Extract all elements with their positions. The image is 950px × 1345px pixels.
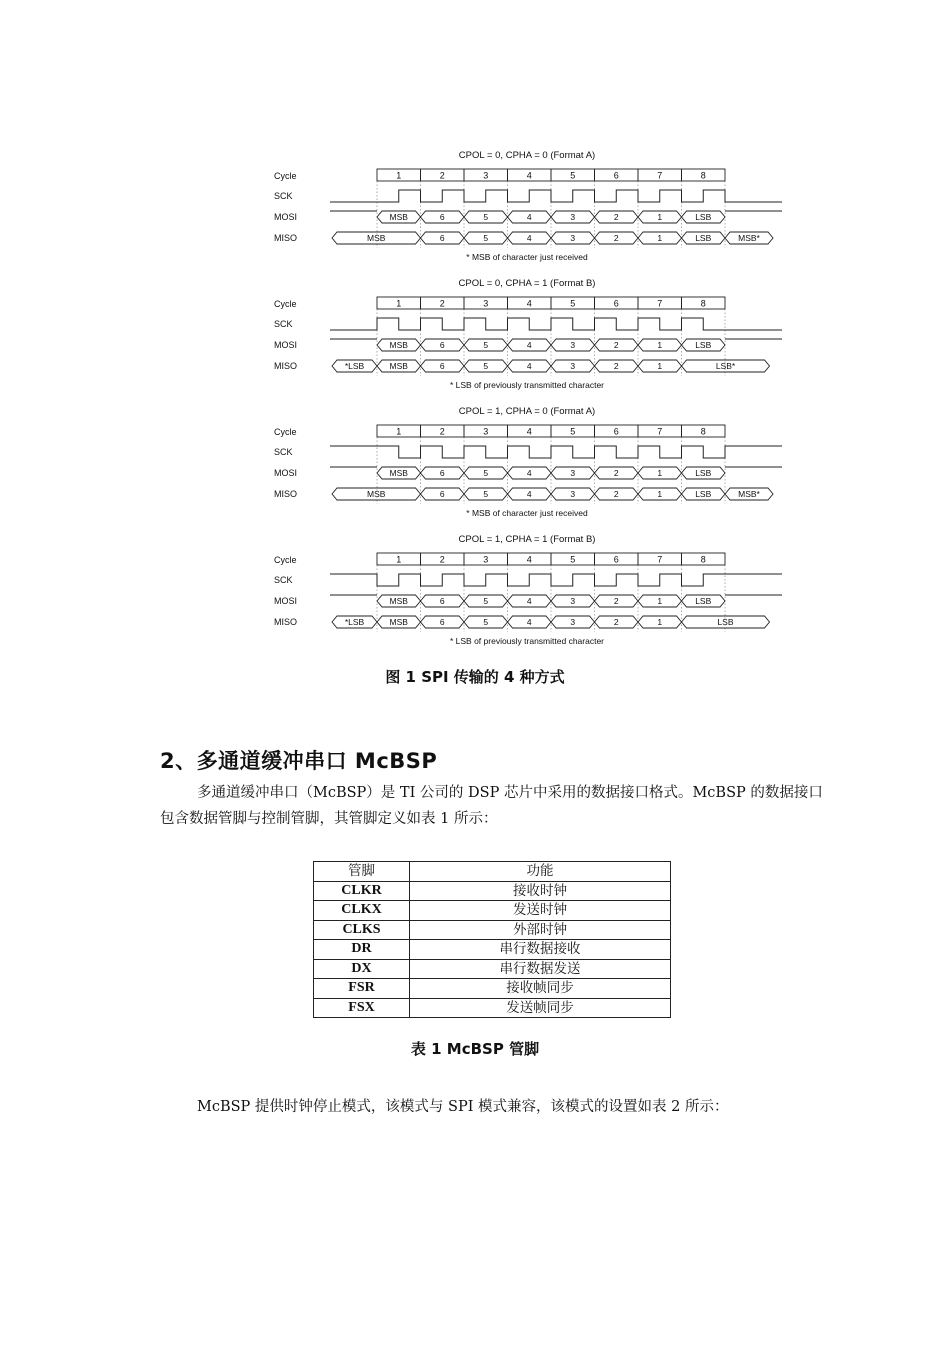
miso-label: 6 (439, 361, 445, 372)
mosi-label: 1 (657, 596, 663, 607)
cycle-number: 2 (439, 298, 445, 309)
miso-label: 3 (570, 489, 576, 500)
mosi-label: LSB (695, 468, 712, 479)
cycle-number: 3 (483, 554, 489, 565)
miso-label: 5 (483, 233, 489, 244)
miso-label: 5 (483, 489, 489, 500)
mosi-label: 2 (613, 468, 619, 479)
mosi-label: 2 (613, 596, 619, 607)
cycle-number: 7 (657, 298, 663, 309)
panel-title: CPOL = 1, CPHA = 0 (Format A) (458, 406, 596, 417)
cycle-number: 8 (700, 554, 706, 565)
miso-label: 1 (657, 489, 663, 500)
miso-label: 1 (657, 233, 663, 244)
row-label: MISO (274, 233, 298, 243)
figure-caption: 图 1 SPI 传输的 4 种方式 (385, 668, 565, 686)
cycle-number: 2 (439, 554, 445, 565)
pin-name: DX (314, 959, 410, 979)
cycle-number: 8 (700, 298, 706, 309)
cycle-number: 5 (570, 298, 576, 309)
mosi-label: 4 (526, 596, 532, 607)
pin-name: FSX (314, 998, 410, 1018)
miso-label: 1 (657, 617, 663, 628)
cycle-number: 6 (613, 170, 619, 181)
mosi-label: 1 (657, 468, 663, 479)
row-label: Cycle (274, 299, 297, 309)
miso-label: MSB (367, 489, 386, 500)
row-label: MOSI (274, 468, 298, 478)
miso-label: 4 (526, 233, 532, 244)
mosi-label: 6 (439, 596, 445, 607)
cycle-number: 4 (526, 554, 532, 565)
miso-label: 3 (570, 233, 576, 244)
cycle-number: 7 (657, 426, 663, 437)
mosi-label: LSB (695, 340, 712, 351)
row-label: MOSI (274, 212, 298, 222)
sck-waveform (330, 574, 782, 586)
miso-label: 1 (657, 361, 663, 372)
miso-label: 4 (526, 617, 532, 628)
cycle-number: 7 (657, 554, 663, 565)
cycle-number: 4 (526, 298, 532, 309)
paragraph-mcbsp-intro: 多通道缓冲串口（McBSP）是 TI 公司的 DSP 芯片中采用的数据接口格式。McBSP 的数据接口包含数据管脚与控制管脚，其管脚定义如表 1 所示： (160, 785, 823, 827)
mosi-label: 4 (526, 468, 532, 479)
panel-title: CPOL = 0, CPHA = 1 (Format B) (458, 278, 596, 289)
cycle-number: 5 (570, 170, 576, 181)
mosi-label: 3 (570, 468, 576, 479)
miso-label: 3 (570, 361, 576, 372)
row-label: MISO (274, 361, 298, 371)
mosi-label: 5 (483, 468, 489, 479)
pin-function: 接收帧同步 (410, 979, 671, 999)
panel-title: CPOL = 0, CPHA = 0 (Format A) (458, 150, 596, 161)
miso-label: 5 (483, 617, 489, 628)
cycle-number: 6 (613, 426, 619, 437)
pin-function: 接收时钟 (410, 881, 671, 901)
row-label: SCK (274, 319, 293, 329)
cycle-number: 3 (483, 426, 489, 437)
row-label: SCK (274, 191, 293, 201)
panel-title: CPOL = 1, CPHA = 1 (Format B) (458, 534, 596, 545)
cycle-number: 1 (396, 170, 402, 181)
cycle-number: 1 (396, 298, 402, 309)
sck-waveform (330, 446, 782, 458)
miso-label: 2 (613, 617, 619, 628)
mosi-label: 4 (526, 340, 532, 351)
table-header-function: 功能 (410, 862, 671, 882)
cycle-number: 6 (613, 554, 619, 565)
table-row (314, 920, 671, 940)
section-heading: 2、多通道缓冲串口 McBSP (160, 749, 438, 773)
miso-label: LSB (695, 489, 712, 500)
row-label: MOSI (274, 340, 298, 350)
cycle-number: 5 (570, 426, 576, 437)
row-label: MISO (274, 489, 298, 499)
mosi-label: 1 (657, 340, 663, 351)
cycle-number: 1 (396, 426, 402, 437)
mosi-label: MSB (389, 468, 408, 479)
miso-label: 6 (439, 617, 445, 628)
miso-label: 4 (526, 489, 532, 500)
row-label: MOSI (274, 596, 298, 606)
row-label: Cycle (274, 555, 297, 565)
mosi-label: MSB (389, 212, 408, 223)
miso-label: 6 (439, 233, 445, 244)
mosi-label: LSB (695, 596, 712, 607)
cycle-number: 8 (700, 170, 706, 181)
mosi-label: 1 (657, 212, 663, 223)
mosi-label: MSB (389, 596, 408, 607)
panel-footnote: * MSB of character just received (466, 508, 588, 518)
pin-function: 外部时钟 (410, 920, 671, 940)
mosi-label: 2 (613, 340, 619, 351)
miso-label: LSB (695, 233, 712, 244)
row-label: SCK (274, 575, 293, 585)
row-label: Cycle (274, 427, 297, 437)
mosi-label: 5 (483, 212, 489, 223)
mosi-label: LSB (695, 212, 712, 223)
row-label: SCK (274, 447, 293, 457)
table-header-pin: 管脚 (314, 862, 410, 882)
row-label: Cycle (274, 171, 297, 181)
cycle-number: 5 (570, 554, 576, 565)
table-row (314, 940, 671, 960)
panel-footnote: * LSB of previously transmitted character (449, 636, 605, 646)
miso-label: LSB* (715, 361, 736, 372)
cycle-number: 2 (439, 170, 445, 181)
cycle-number: 8 (700, 426, 706, 437)
table-header-row (314, 862, 671, 882)
paragraph-clock-stop: McBSP 提供时钟停止模式，该模式与 SPI 模式兼容，该模式的设置如表 2 所示： (197, 1099, 729, 1115)
spi-timing-diagram (262, 140, 792, 660)
pin-name: DR (314, 940, 410, 960)
miso-label: *LSB (344, 361, 365, 372)
miso-label: MSB* (738, 233, 760, 244)
miso-label: MSB (389, 361, 408, 372)
mosi-label: 2 (613, 212, 619, 223)
mosi-label: MSB (389, 340, 408, 351)
miso-label: LSB (717, 617, 734, 628)
miso-label: MSB (367, 233, 386, 244)
sck-waveform (330, 190, 782, 202)
mosi-label: 6 (439, 340, 445, 351)
miso-label: 2 (613, 361, 619, 372)
pin-name: CLKS (314, 920, 410, 940)
table-row (314, 881, 671, 901)
cycle-number: 4 (526, 426, 532, 437)
miso-label: 2 (613, 233, 619, 244)
pin-name: CLKX (314, 901, 410, 921)
sck-waveform (330, 318, 782, 330)
cycle-number: 7 (657, 170, 663, 181)
mcbsp-pin-table (313, 861, 671, 1018)
row-label: MISO (274, 617, 298, 627)
miso-label: MSB* (738, 489, 760, 500)
cycle-number: 6 (613, 298, 619, 309)
pin-name: CLKR (314, 881, 410, 901)
miso-label: 6 (439, 489, 445, 500)
mosi-label: 4 (526, 212, 532, 223)
miso-label: 3 (570, 617, 576, 628)
pin-function: 串行数据接收 (410, 940, 671, 960)
mosi-label: 6 (439, 468, 445, 479)
table-row (314, 901, 671, 921)
cycle-number: 2 (439, 426, 445, 437)
mosi-label: 5 (483, 340, 489, 351)
pin-function: 发送时钟 (410, 901, 671, 921)
cycle-number: 4 (526, 170, 532, 181)
table-caption: 表 1 McBSP 管脚 (410, 1040, 540, 1058)
cycle-number: 3 (483, 170, 489, 181)
miso-label: 4 (526, 361, 532, 372)
panel-footnote: * MSB of character just received (466, 252, 588, 262)
table-row (314, 979, 671, 999)
pin-name: FSR (314, 979, 410, 999)
table-row (314, 959, 671, 979)
miso-label: 2 (613, 489, 619, 500)
mosi-label: 5 (483, 596, 489, 607)
cycle-number: 1 (396, 554, 402, 565)
pin-function: 串行数据发送 (410, 959, 671, 979)
miso-label: *LSB (344, 617, 365, 628)
cycle-number: 3 (483, 298, 489, 309)
mosi-label: 3 (570, 212, 576, 223)
mosi-label: 6 (439, 212, 445, 223)
miso-label: 5 (483, 361, 489, 372)
table-row (314, 998, 671, 1018)
panel-footnote: * LSB of previously transmitted character (449, 380, 605, 390)
mosi-label: 3 (570, 340, 576, 351)
pin-function: 发送帧同步 (410, 998, 671, 1018)
miso-label: MSB (389, 617, 408, 628)
mosi-label: 3 (570, 596, 576, 607)
